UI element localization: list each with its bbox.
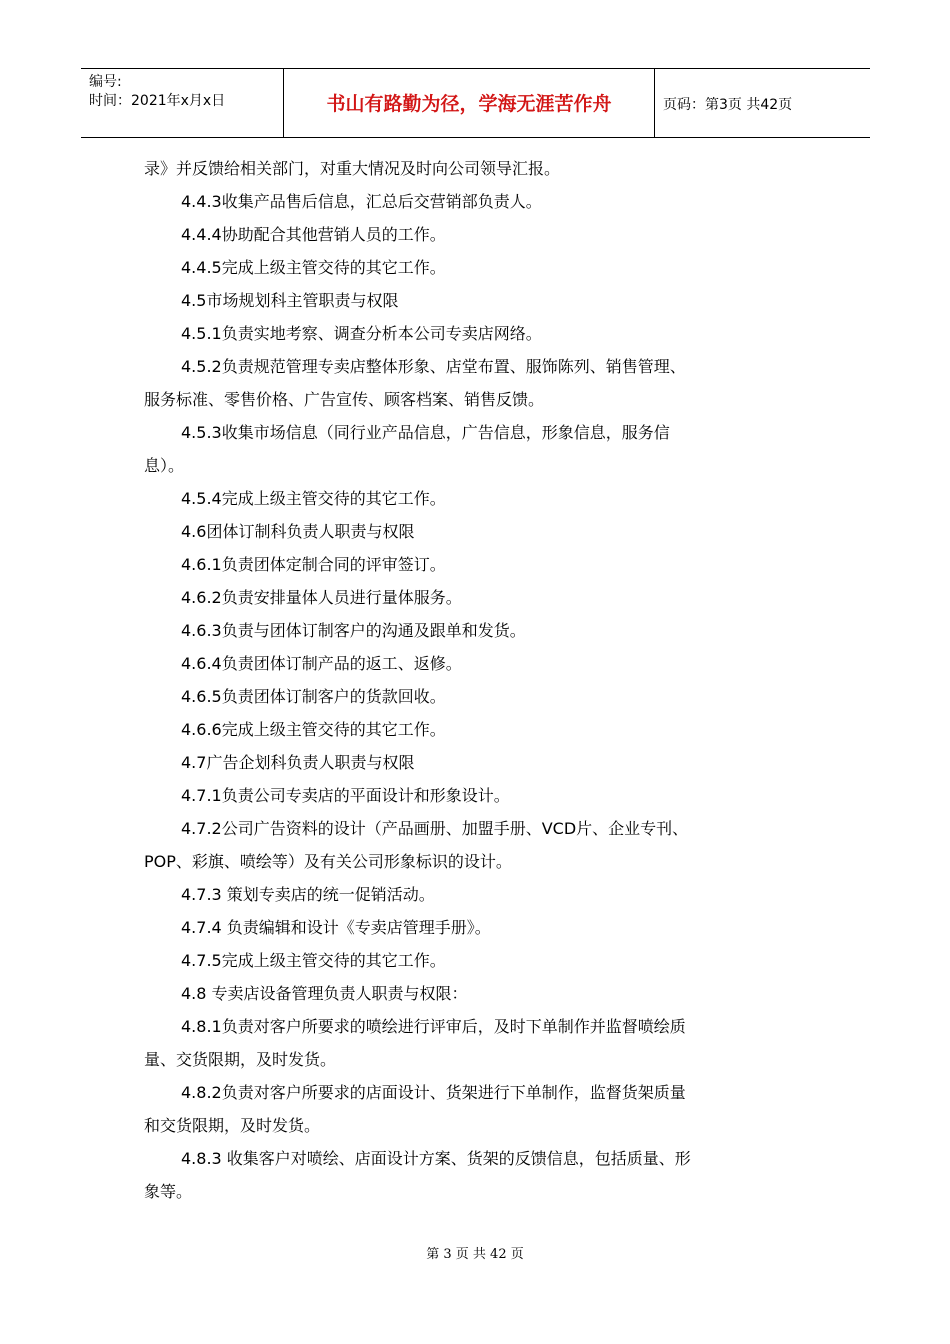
text-line: 4.7.2公司广告资料的设计（产品画册、加盟手册、VCD片、企业专刊、 [181, 819, 689, 838]
document-time-label: 时间：2021年x月x日 [89, 93, 226, 109]
text-line: 4.4.5完成上级主管交待的其它工作。 [181, 258, 446, 277]
text-line: 4.6.4负责团体订制产品的返工、返修。 [181, 654, 462, 673]
text-line: 4.7.1负责公司专卖店的平面设计和形象设计。 [181, 786, 510, 805]
page-footer: 第 3 页 共 42 页 [426, 1247, 524, 1262]
document-body [144, 152, 814, 1208]
header-page-info: 页码：第3页 共42页 [663, 97, 793, 113]
document-code-label: 编号: [89, 74, 122, 90]
text-line: 4.7.3 策划专卖店的统一促销活动。 [181, 885, 435, 904]
text-line: 4.5.2负责规范管理专卖店整体形象、店堂布置、服饰陈列、销售管理、 [181, 357, 686, 376]
text-line: 4.6.5负责团体订制客户的货款回收。 [181, 687, 446, 706]
text-line: 和交货限期，及时发货。 [144, 1116, 321, 1135]
text-line: 4.6团体订制科负责人职责与权限 [181, 522, 415, 541]
text-line: 4.7.4 负责编辑和设计《专卖店管理手册》。 [181, 918, 491, 937]
text-line: 4.4.4协助配合其他营销人员的工作。 [181, 225, 446, 244]
text-line: 4.6.1负责团体定制合同的评审签订。 [181, 555, 446, 574]
text-line: 4.8 专卖店设备管理负责人职责与权限： [181, 984, 468, 1003]
text-line: 录》并反馈给相关部门，对重大情况及时向公司领导汇报。 [144, 159, 561, 178]
header-motto: 书山有路勤为径，学海无涯苦作舟 [326, 93, 612, 115]
text-line: 4.6.2负责安排量体人员进行量体服务。 [181, 588, 462, 607]
page-header [81, 68, 870, 138]
text-line: 服务标准、零售价格、广告宣传、顾客档案、销售反馈。 [144, 390, 545, 409]
text-line: 4.4.3收集产品售后信息，汇总后交营销部负责人。 [181, 192, 542, 211]
header-divider-right [654, 69, 655, 137]
text-line: 4.5市场规划科主管职责与权限 [181, 291, 399, 310]
text-line: 4.5.3收集市场信息（同行业产品信息，广告信息，形象信息，服务信 [181, 423, 670, 442]
text-line: 息）。 [144, 456, 185, 475]
text-line: 4.5.1负责实地考察、调查分析本公司专卖店网络。 [181, 324, 542, 343]
header-meta [89, 73, 225, 111]
text-line: 量、交货限期，及时发货。 [144, 1050, 337, 1069]
text-line: 4.6.6完成上级主管交待的其它工作。 [181, 720, 446, 739]
text-line: 4.7广告企划科负责人职责与权限 [181, 753, 415, 772]
text-line: 4.5.4完成上级主管交待的其它工作。 [181, 489, 446, 508]
text-line: 4.8.3 收集客户对喷绘、店面设计方案、货架的反馈信息，包括质量、形 [181, 1149, 691, 1168]
text-line: 4.6.3负责与团体订制客户的沟通及跟单和发货。 [181, 621, 526, 640]
text-line: 4.7.5完成上级主管交待的其它工作。 [181, 951, 446, 970]
text-line: 4.8.1负责对客户所要求的喷绘进行评审后，及时下单制作并监督喷绘质 [181, 1017, 686, 1036]
text-line: POP、彩旗、喷绘等）及有关公司形象标识的设计。 [144, 852, 512, 871]
text-line: 4.8.2负责对客户所要求的店面设计、货架进行下单制作，监督货架质量 [181, 1083, 686, 1102]
text-line: 象等。 [144, 1182, 193, 1201]
